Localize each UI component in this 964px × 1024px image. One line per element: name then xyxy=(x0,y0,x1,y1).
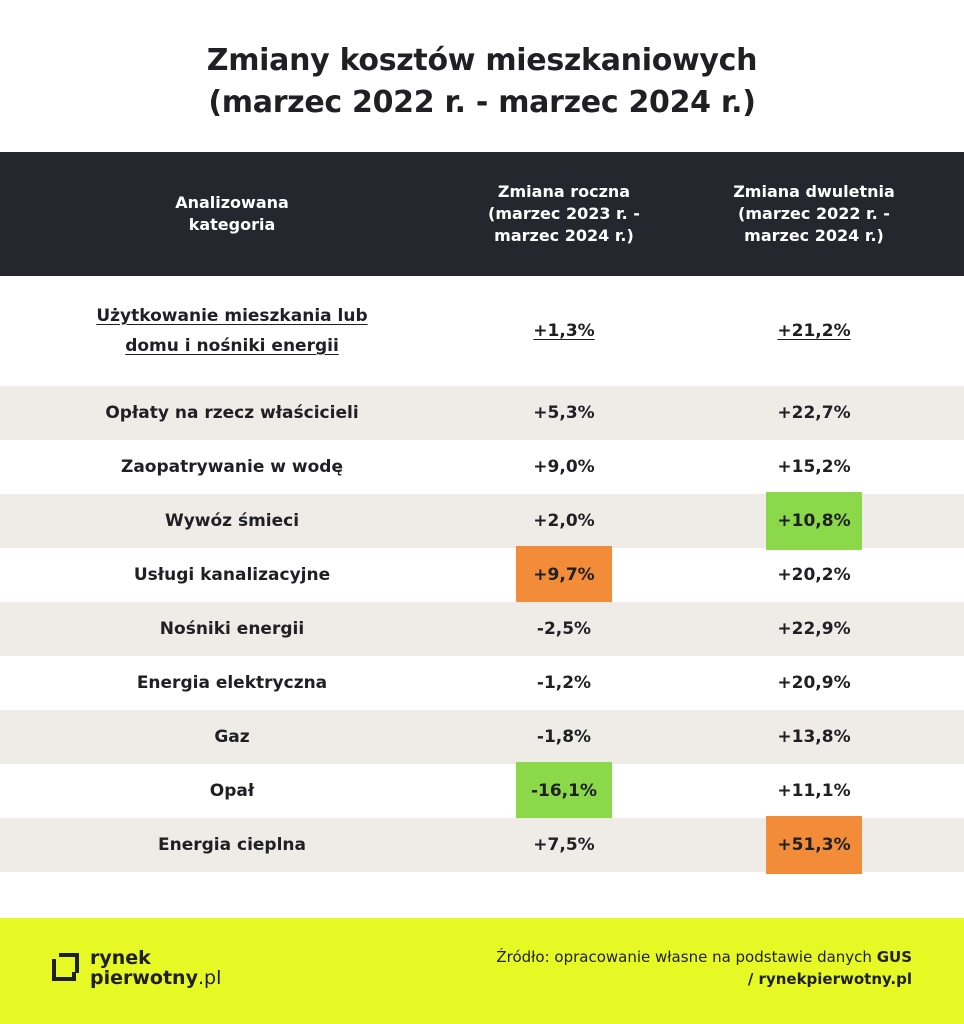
table-row xyxy=(0,494,964,548)
annual-change-value xyxy=(464,548,664,602)
biennial-change-value: +13,8% xyxy=(777,727,851,747)
category-label: Użytkowanie mieszkania lub domu i nośniki energii xyxy=(96,306,368,356)
table-row xyxy=(0,276,964,386)
brand-logo[interactable] xyxy=(50,948,250,998)
table-row xyxy=(0,440,964,494)
table-row xyxy=(0,764,964,818)
category-label: Usługi kanalizacyjne xyxy=(133,565,331,585)
annual-change-value xyxy=(464,764,664,818)
category-label: Gaz xyxy=(214,727,250,747)
annual-change-value: -2,5% xyxy=(536,619,592,639)
logo-text-suffix: .pl xyxy=(197,967,222,989)
highlight-orange: +51,3% xyxy=(766,816,862,874)
table-row xyxy=(0,818,964,872)
category-label: Zaopatrywanie w wodę xyxy=(121,457,343,477)
category-label: Wywóz śmieci xyxy=(164,511,300,531)
annual-change-value: +9,0% xyxy=(533,457,595,477)
logo-text-line-1: rynek xyxy=(90,947,151,969)
table-row xyxy=(0,548,964,602)
logo-mark-icon xyxy=(50,952,80,982)
table-header xyxy=(0,152,964,276)
annual-change-value: +5,3% xyxy=(533,403,595,423)
annual-change-value: -1,8% xyxy=(536,727,592,747)
biennial-change-value: +20,9% xyxy=(777,673,851,693)
source-prefix: Źródło: opracowanie własne na podstawie danych xyxy=(496,948,877,966)
highlight-green: -16,1% xyxy=(516,762,612,820)
category-label: Opał xyxy=(209,781,255,801)
header-category: Analizowana kategoria xyxy=(175,193,289,234)
highlight-orange: +9,7% xyxy=(516,546,612,604)
annual-change-value: +2,0% xyxy=(533,511,595,531)
title-line-2: (marzec 2022 r. - marzec 2024 r.) xyxy=(208,85,756,120)
source-note xyxy=(392,946,912,990)
category-label: Nośniki energii xyxy=(159,619,305,639)
table-row xyxy=(0,386,964,440)
category-label: Energia cieplna xyxy=(157,835,307,855)
header-biennial-change: Zmiana dwuletnia (marzec 2022 r. - marzec 2024 r.) xyxy=(733,182,895,245)
biennial-change-value xyxy=(714,494,914,548)
source-gus: GUS xyxy=(876,948,912,966)
logo-text-line-2: pierwotny xyxy=(90,967,198,989)
biennial-change-value: +22,7% xyxy=(777,403,851,423)
biennial-change-value xyxy=(714,818,914,872)
table-row xyxy=(0,656,964,710)
highlight-green: +10,8% xyxy=(766,492,862,550)
biennial-change-value: +11,1% xyxy=(777,781,851,801)
title-line-1: Zmiany kosztów mieszkaniowych xyxy=(206,43,758,78)
category-label: Energia elektryczna xyxy=(136,673,328,693)
table-row xyxy=(0,602,964,656)
header-annual-change: Zmiana roczna (marzec 2023 r. - marzec 2024 r.) xyxy=(488,182,640,245)
biennial-change-value: +20,2% xyxy=(777,565,851,585)
biennial-change-value: +22,9% xyxy=(777,619,851,639)
annual-change-value: -1,2% xyxy=(536,673,592,693)
biennial-change-value: +21,2% xyxy=(777,321,851,341)
annual-change-value: +7,5% xyxy=(533,835,595,855)
annual-change-value: +1,3% xyxy=(533,321,595,341)
table-row xyxy=(0,710,964,764)
page-title xyxy=(0,40,964,124)
footer xyxy=(0,918,964,1024)
source-line-2: / rynekpierwotny.pl xyxy=(747,970,912,988)
biennial-change-value: +15,2% xyxy=(777,457,851,477)
category-label: Opłaty na rzecz właścicieli xyxy=(105,403,359,423)
